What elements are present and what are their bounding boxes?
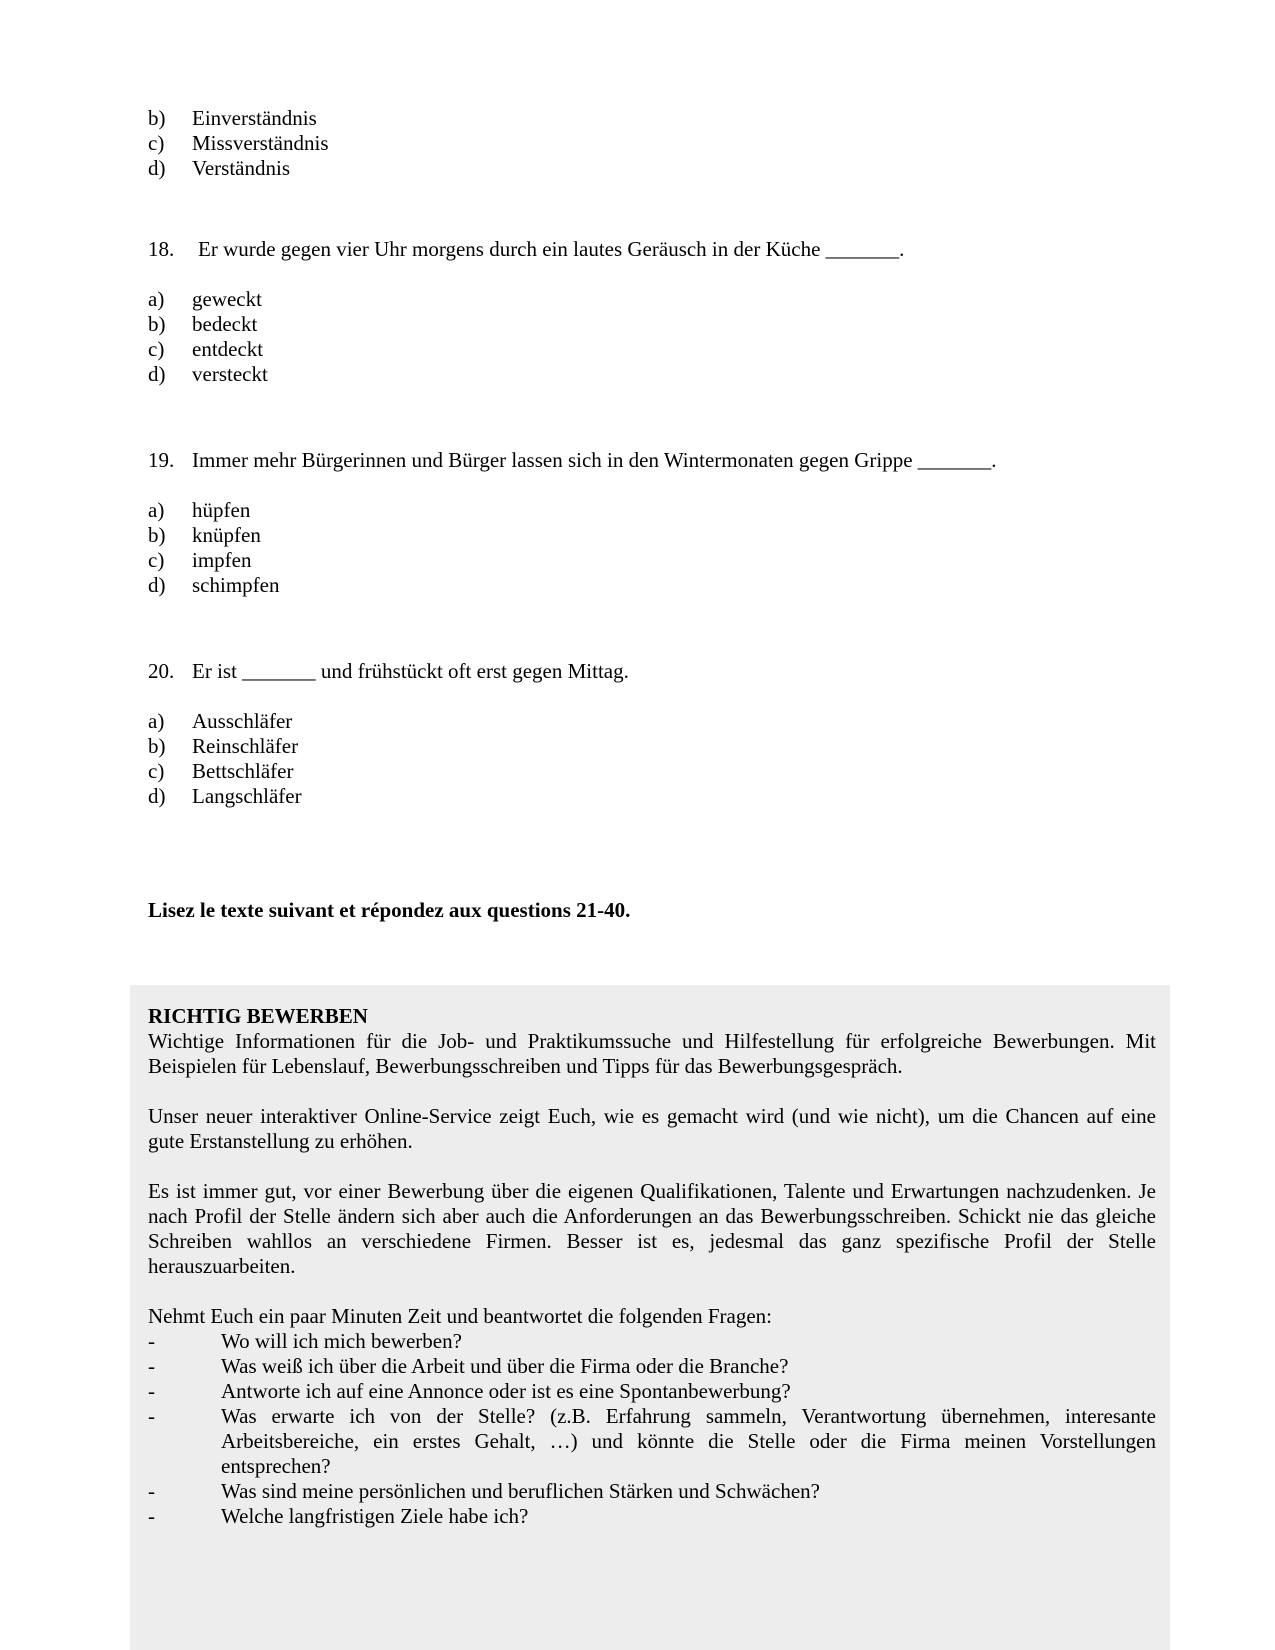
option-text: impfen — [192, 548, 252, 572]
option — [148, 573, 997, 598]
option-text: knüpfen — [192, 523, 261, 547]
list-item — [148, 1329, 1156, 1354]
option-label: c) — [148, 759, 165, 783]
option-label: b) — [148, 734, 166, 758]
question-text: Er wurde gegen vier Uhr morgens durch ein lautes Geräusch in der Küche _______. — [198, 237, 905, 261]
option-label: c) — [148, 131, 165, 155]
paragraph: Es ist immer gut, vor einer Bewerbung über die eigenen Qualifikationen, Talente und Erwartungen nachzudenken. Je nach Profil der Stelle ändern sich aber auch die Anforderungen an das Bewerbungsschreiben. Schickt nie das gleiche Schreiben wahllos an verschiedene Firmen. Besser ist es, jedesmal das ganz spezifische Profil der Stelle herauszuarbeiten. — [148, 1179, 1156, 1278]
option-text: versteckt — [192, 362, 268, 386]
answer-options — [148, 287, 904, 387]
option-text: Bettschläfer — [192, 759, 294, 783]
option-text: Einverständnis — [192, 106, 317, 130]
list-item-text: Welche langfristigen Ziele habe ich? — [221, 1504, 529, 1528]
bullet-marker: - — [148, 1479, 155, 1503]
option — [148, 759, 629, 784]
option — [148, 548, 997, 573]
question-19 — [148, 448, 997, 598]
bullet-marker: - — [148, 1329, 155, 1353]
list-intro: Nehmt Euch ein paar Minuten Zeit und beantwortet die folgenden Fragen: — [148, 1304, 772, 1328]
option-text: Verständnis — [192, 156, 290, 180]
answer-options — [148, 498, 997, 598]
paragraph: Unser neuer interaktiver Online-Service zeigt Euch, wie es gemacht wird (und wie nicht), um die Chancen auf eine gute Erstanstellung zu erhöhen. — [148, 1104, 1156, 1153]
answer-options — [148, 709, 629, 809]
question-text: Immer mehr Bürgerinnen und Bürger lassen sich in den Wintermonaten gegen Grippe _______. — [192, 448, 997, 472]
list-item-text: Was sind meine persönlichen und beruflichen Stärken und Schwächen? — [221, 1479, 820, 1503]
option — [148, 106, 329, 131]
question-text: Er ist _______ und frühstückt oft erst gegen Mittag. — [192, 659, 629, 683]
list-item — [148, 1379, 1156, 1404]
option — [148, 523, 997, 548]
question-stem — [148, 237, 904, 262]
list-item-text: Antworte ich auf eine Annonce oder ist es eine Spontanbewerbung? — [221, 1379, 791, 1403]
option-text: schimpfen — [192, 573, 280, 597]
option — [148, 709, 629, 734]
option-label: b) — [148, 312, 166, 336]
question-number: 20. — [148, 659, 175, 683]
option — [148, 784, 629, 809]
question-stem — [148, 448, 997, 473]
list-item-text: Was erwarte ich von der Stelle? (z.B. Erfahrung sammeln, Verantwortung übernehmen, interesante Arbeitsbereiche, ein erstes Gehalt, …) und könnte die Stelle oder die Firma meinen Vorstellungen entsprechen? — [221, 1404, 1156, 1478]
option — [148, 287, 904, 312]
option — [148, 312, 904, 337]
option-text: Missverständnis — [192, 131, 329, 155]
option — [148, 734, 629, 759]
option — [148, 362, 904, 387]
option-text: bedeckt — [192, 312, 258, 336]
option-text: geweckt — [192, 287, 262, 311]
option — [148, 131, 329, 156]
list-item — [148, 1354, 1156, 1379]
option-label: d) — [148, 784, 166, 808]
option-text: hüpfen — [192, 498, 251, 522]
question-number: 19. — [148, 448, 175, 472]
option-label: d) — [148, 573, 166, 597]
option-label: b) — [148, 523, 166, 547]
question-20 — [148, 659, 629, 809]
option-label: a) — [148, 287, 165, 311]
bullet-marker: - — [148, 1404, 155, 1428]
option — [148, 156, 329, 181]
question-18 — [148, 237, 904, 387]
list-item — [148, 1404, 1156, 1479]
bullet-marker: - — [148, 1504, 155, 1528]
previous-question-options — [148, 106, 329, 181]
option-label: d) — [148, 362, 166, 386]
reading-instruction: Lisez le texte suivant et répondez aux questions 21-40. — [148, 898, 631, 922]
option-label: a) — [148, 709, 165, 733]
option-text: Langschläfer — [192, 784, 302, 808]
reading-text-box — [130, 985, 1170, 1650]
question-number: 18. — [148, 237, 175, 261]
option-label: b) — [148, 106, 166, 130]
option-label: c) — [148, 548, 165, 572]
bullet-marker: - — [148, 1354, 155, 1378]
question-list — [148, 1329, 1156, 1529]
reading-text — [148, 1004, 1156, 1529]
list-item-text: Was weiß ich über die Arbeit und über die Firma oder die Branche? — [221, 1354, 789, 1378]
option-text: Ausschläfer — [192, 709, 293, 733]
option-label: c) — [148, 337, 165, 361]
list-item — [148, 1504, 1156, 1529]
option-label: d) — [148, 156, 166, 180]
option-text: entdeckt — [192, 337, 264, 361]
option-text: Reinschläfer — [192, 734, 299, 758]
question-stem — [148, 659, 629, 684]
list-item — [148, 1479, 1156, 1504]
bullet-marker: - — [148, 1379, 155, 1403]
option — [148, 498, 997, 523]
option-label: a) — [148, 498, 165, 522]
text-title: RICHTIG BEWERBEN — [148, 1004, 368, 1028]
option — [148, 337, 904, 362]
list-item-text: Wo will ich mich bewerben? — [221, 1329, 462, 1353]
paragraph: Wichtige Informationen für die Job- und Praktikumssuche und Hilfestellung für erfolgreiche Bewerbungen. Mit Beispielen für Lebenslauf, Bewerbungsschreiben und Tipps für das Bewerbungsgespräch. — [148, 1029, 1156, 1078]
